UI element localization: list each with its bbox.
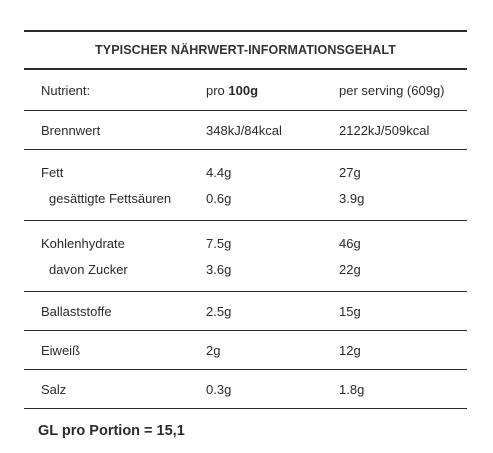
table-row-protein [24, 331, 467, 370]
salt-per-100g: 0.3g [206, 381, 232, 397]
salt-per-serving: 1.8g [339, 381, 365, 397]
table-row-fat [24, 159, 467, 185]
table-row-salt [24, 370, 467, 409]
saturates-label: gesättigte Fettsäuren [49, 190, 172, 206]
protein-label: Eiweiß [41, 342, 81, 358]
table-row-saturates [24, 185, 467, 211]
fibre-per-100g: 2.5g [206, 303, 232, 319]
header-per-100g-prefix: pro [206, 82, 229, 98]
carbs-per-100g: 7.5g [206, 235, 232, 251]
table-row-fibre [24, 292, 467, 331]
fibre-label: Ballaststoffe [41, 303, 112, 319]
table-row-fat-group [24, 150, 467, 221]
header-nutrient: Nutrient: [41, 82, 91, 98]
protein-per-100g: 2g [206, 342, 221, 358]
protein-per-serving: 12g [339, 342, 361, 358]
energy-label: Brennwert [41, 122, 101, 138]
fibre-per-serving: 15g [339, 303, 361, 319]
nutrition-table [24, 30, 467, 453]
table-row-carbs-group [24, 221, 467, 292]
table-title: TYPISCHER NÄHRWERT-INFORMATIONSGEHALT [24, 30, 467, 70]
energy-per-100g: 348kJ/84kcal [206, 122, 282, 138]
table-row-sugars [24, 256, 467, 282]
saturates-per-serving: 3.9g [339, 190, 365, 206]
fat-per-100g: 4.4g [206, 164, 232, 180]
sugars-per-serving: 22g [339, 261, 361, 277]
carbs-label: Kohlenhydrate [41, 235, 125, 251]
table-header-row [24, 70, 467, 111]
header-per-100g-amount: 100g [228, 82, 259, 98]
fat-label: Fett [41, 164, 64, 180]
glycemic-load-note: GL pro Portion = 15,1 [38, 423, 185, 439]
energy-per-serving: 2122kJ/509kcal [339, 122, 430, 138]
header-per-100g [206, 83, 339, 98]
carbs-per-serving: 46g [339, 235, 361, 251]
salt-label: Salz [41, 381, 67, 397]
sugars-per-100g: 3.6g [206, 261, 232, 277]
fat-per-serving: 27g [339, 164, 361, 180]
sugars-label: davon Zucker [49, 261, 128, 277]
table-row-energy [24, 111, 467, 150]
saturates-per-100g: 0.6g [206, 190, 232, 206]
header-per-serving: per serving (609g) [339, 82, 445, 98]
table-row-carbs [24, 230, 467, 256]
